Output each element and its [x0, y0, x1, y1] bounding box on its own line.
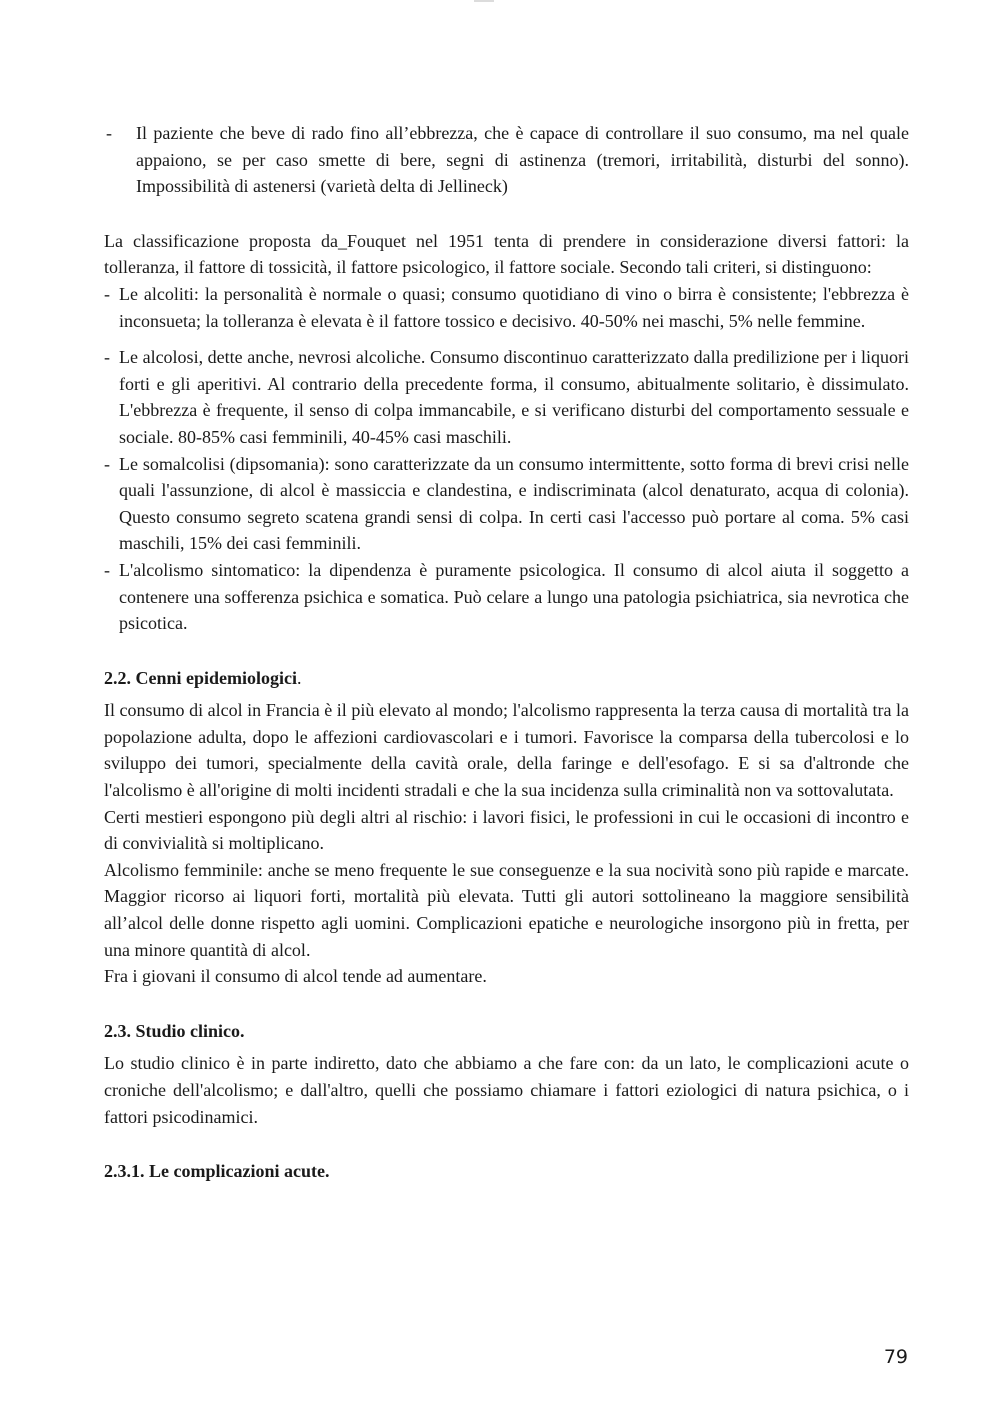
list-item-text: L'alcolismo sintomatico: la dipendenza è puramente psicologica. Il consumo di alcol aiuta il soggetto a contenere una sofferenza psichica e somatica. Può celare a lungo una patologia psichiatrica, sia nevrotica che psicotica.: [119, 559, 909, 634]
section-heading-text: 2.2. Cenni epidemiologici: [104, 667, 297, 688]
list-item-text: Le somalcolisi (dipsomania): sono caratterizzate da un consumo intermittente, sotto forma di brevi crisi nelle quali l'assunzione, di alcol è massiccia e clandestina, e indiscriminata (alcol denaturato, acqua di colonia). Questo consumo segreto scatena grandi sensi di colpa. In certi casi l'accesso può portare al coma. 5% casi maschili, 15% dei casi femminili.: [119, 453, 909, 554]
header-mark: [474, 0, 494, 2]
list-item: [104, 344, 909, 450]
page-number: 79: [883, 1346, 908, 1368]
clinical-study-paragraph: Lo studio clinico è in parte indiretto, dato che abbiamo a che fare con: da un lato, le complicazioni acute o croniche dell'alcolismo; e dall'altro, quelli che possiamo chiamare i fattori eziologici di natura psichica, o i fattori psicodinamici.: [104, 1053, 909, 1127]
list-dash: -: [104, 283, 110, 304]
list-item: [104, 281, 909, 334]
list-dash: -: [104, 559, 110, 580]
section-heading-2-2: [104, 665, 909, 692]
section-heading-suffix: .: [297, 667, 302, 688]
list-item-text: Il paziente che beve di rado fino all’ebbrezza, che è capace di controllare il suo consumo, ma nel quale appaiono, se per caso smette di bere, segni di astinenza (tremori, irritabilità, disturbi del sonno). Impossibilità di astenersi (varietà delta di Jellineck): [136, 123, 909, 197]
epidemiology-paragraph: Certi mestieri espongono più degli altri al rischio: i lavori fisici, le professioni in cui le occasioni di incontro e di convivialità si moltiplicano.: [104, 806, 909, 854]
list-item: [104, 557, 909, 637]
intro-list-item: [104, 120, 909, 200]
epidemiology-paragraph: Il consumo di alcol in Francia è il più elevato al mondo; l'alcolismo rappresenta la terza causa di mortalità tra la popolazione adulta, dopo le affezioni cardiovascolari e i tumori. Favorisce la comparsa della tubercolosi e lo sviluppo dei tumori, specialmente della cavità orale, della faringe e dell'esofago. E si sa d'altronde che l'alcolismo è all'origine di molti incidenti stradali e che la sua incidenza sulla criminalità non va sottovalutata.: [104, 700, 909, 801]
list-dash: -: [104, 453, 110, 474]
epidemiology-paragraph: Alcolismo femminile: anche se meno frequente le sue conseguenze e la sua nocività sono più rapide e marcate. Maggior ricorso ai liquori forti, mortalità più elevata. Tutti gli autori sottolineano la maggiore sensibilità all’alcol delle donne rispetto agli uomini. Complicazioni epatiche e neurologiche insorgono più in fretta, per una minore quantità di alcol.: [104, 859, 909, 960]
list-dash: -: [106, 123, 112, 143]
list-item: [104, 451, 909, 557]
section-heading-2-3-1: 2.3.1. Le complicazioni acute.: [104, 1161, 330, 1182]
list-dash: -: [104, 347, 110, 368]
list-item-text: Le alcolosi, dette anche, nevrosi alcoliche. Consumo discontinuo caratterizzato dalla predilizione per i liquori forti e gli aperitivi. Al contrario della precedente forma, il consumo, abitualmente solitario, è dissimulato. L'ebbrezza è frequente, il senso di colpa immancabile, e si verificano disturbi del comportamento sessuale e sociale. 80-85% casi femminili, 40-45% casi maschili.: [119, 347, 909, 447]
classification-paragraph: La classificazione proposta da_Fouquet nel 1951 tenta di prendere in considerazione diversi fattori: la tolleranza, il fattore di tossicità, il fattore psicologico, il fattore sociale. Secondo tali criteri, si distinguono:: [104, 230, 909, 278]
page-content: [104, 120, 909, 1185]
epidemiology-paragraph: Fra i giovani il consumo di alcol tende ad aumentare.: [104, 966, 487, 987]
list-item-text: Le alcoliti: la personalità è normale o quasi; consumo quotidiano di vino o birra è consistente; l'ebbrezza è inconsueta; la tolleranza è elevata è il fattore tossico e decisivo. 40-50% nei maschi, 5% nelle femmine.: [119, 283, 909, 331]
section-heading-2-3: 2.3. Studio clinico.: [104, 1020, 245, 1041]
